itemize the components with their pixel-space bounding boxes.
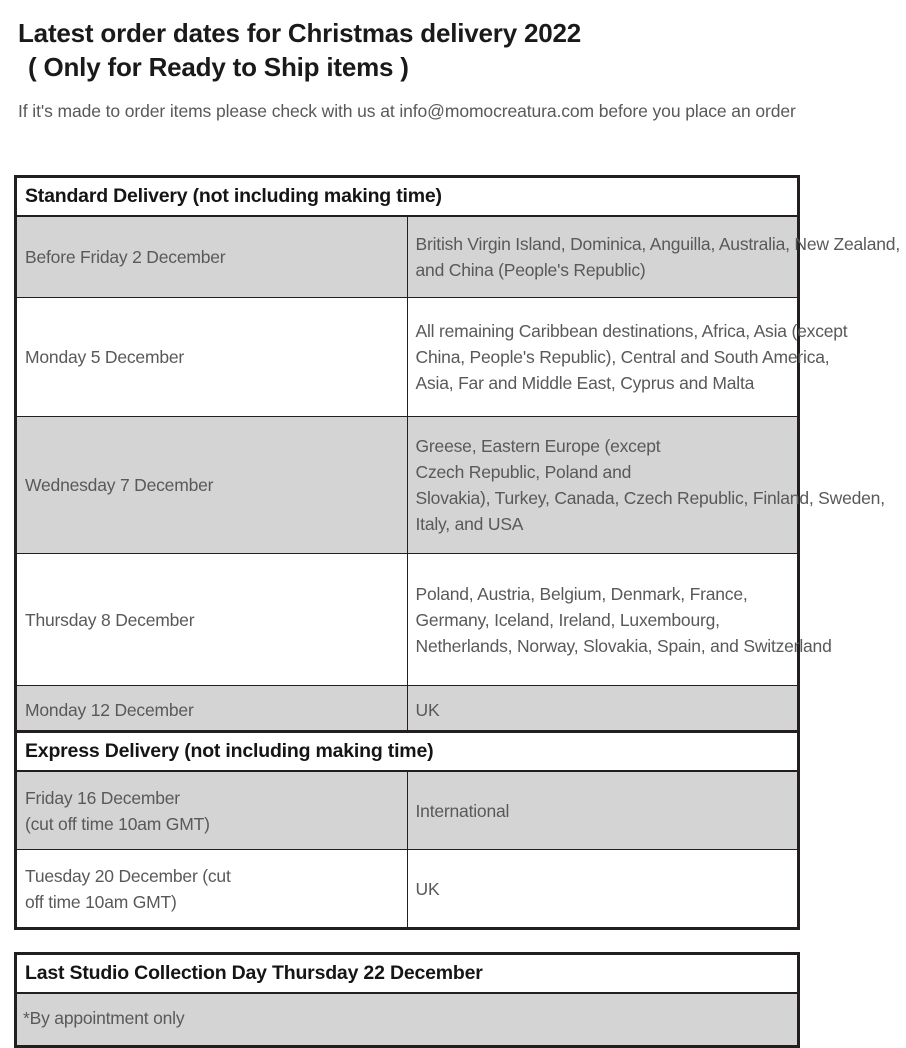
page-subtitle: If it's made to order items please check with us at info@momocreatura.com before you place an order <box>18 101 796 121</box>
destination-line: Germany, Iceland, Ireland, Luxembourg, <box>415 609 720 630</box>
table-row <box>17 554 798 686</box>
date-line: off time 10am GMT) <box>25 891 177 912</box>
destination-line: UK <box>415 878 440 899</box>
destination-line: British Virgin Island, Dominica, Anguilla, Australia, New Zealand, <box>415 234 900 254</box>
table-row <box>17 771 798 850</box>
destination-line: Netherlands, Norway, Slovakia, Spain, and Switzerland <box>415 635 832 656</box>
page-title-line-1: Latest order dates for Christmas delivery 2022 <box>18 18 582 48</box>
standard-row-date: Before Friday 2 December <box>17 216 408 298</box>
standard-row-date: Monday 5 December <box>17 298 408 417</box>
table-header-row <box>17 955 798 994</box>
date-line: (cut off time 10am GMT) <box>25 813 210 834</box>
destination-line: China, People's Republic), Central and South America, <box>415 347 830 367</box>
express-delivery-header: Express Delivery (not including making time) <box>17 733 798 772</box>
table-header-row <box>17 178 798 217</box>
standard-row-destinations <box>407 417 885 554</box>
page-title-line-2: ( Only for Ready to Ship items ) <box>28 52 409 82</box>
standard-row-date: Monday 12 December <box>17 686 408 734</box>
table-row <box>17 993 798 1046</box>
express-delivery-table <box>14 730 800 930</box>
date-line: Friday 16 December <box>25 787 180 808</box>
table-row <box>17 298 798 417</box>
table-header-row <box>17 733 798 772</box>
destination-line: Poland, Austria, Belgium, Denmark, France, <box>415 583 748 604</box>
destination-line: UK <box>415 699 440 720</box>
table-row <box>17 850 798 928</box>
destination-line: Greese, Eastern Europe (except <box>415 436 661 456</box>
standard-delivery-header: Standard Delivery (not including making time) <box>17 178 798 217</box>
standard-row-date: Thursday 8 December <box>17 554 408 686</box>
destination-line: International <box>415 800 510 821</box>
standard-row-destinations <box>407 298 848 417</box>
destination-line: Italy, and USA <box>415 514 524 534</box>
standard-row-destinations <box>407 554 832 686</box>
last-collection-note: *By appointment only <box>17 993 798 1046</box>
destination-line: Slovakia), Turkey, Canada, Czech Republic, Finland, Sweden, <box>415 488 885 508</box>
standard-row-destinations <box>407 216 900 298</box>
express-row-destinations <box>407 850 798 928</box>
table-row <box>17 216 798 298</box>
page-heading <box>0 0 906 122</box>
destination-line: All remaining Caribbean destinations, Africa, Asia (except <box>415 321 848 341</box>
date-line: Tuesday 20 December (cut <box>25 865 231 886</box>
standard-row-destinations <box>407 686 798 734</box>
last-collection-table <box>14 952 800 1048</box>
standard-row-date: Wednesday 7 December <box>17 417 408 554</box>
destination-line: and China (People's Republic) <box>415 260 646 280</box>
table-row <box>17 417 798 554</box>
table-row <box>17 686 798 734</box>
last-collection-header: Last Studio Collection Day Thursday 22 December <box>17 955 798 994</box>
express-row-date <box>17 850 408 928</box>
destination-line: Asia, Far and Middle East, Cyprus and Malta <box>415 373 755 393</box>
destination-line: Czech Republic, Poland and <box>415 462 632 482</box>
express-row-date <box>17 771 408 850</box>
express-row-destinations <box>407 771 798 850</box>
standard-delivery-table <box>14 175 900 736</box>
